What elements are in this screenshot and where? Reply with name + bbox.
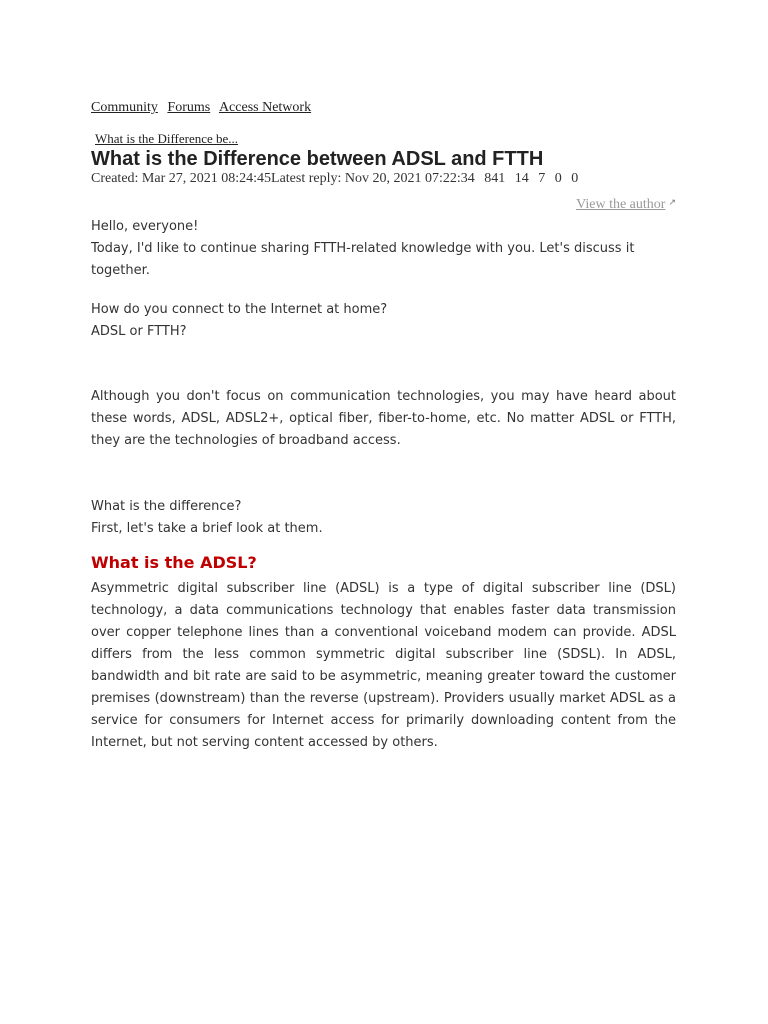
intro-block <box>91 216 676 282</box>
created-date: Created: Mar 27, 2021 08:24:45 <box>91 171 272 186</box>
breadcrumb-access-network-link[interactable]: Access Network <box>218 100 312 115</box>
background-block <box>91 386 676 452</box>
stat-likes: 7 <box>538 171 546 186</box>
paragraph-brief-look: First, let's take a brief look at them. <box>91 521 323 536</box>
paragraph-background: Although you don't focus on communication technologies, you may have heard about these words, ADSL, ADSL2+, optical fiber, fiber-to-home, etc. No matter ADSL or FTTH, they are the technologies of broadband access. <box>91 389 676 448</box>
stat-favorites: 0 <box>554 171 562 186</box>
paragraph-question: How do you connect to the Internet at home? <box>91 302 388 317</box>
breadcrumb-community-link[interactable]: Community <box>91 100 158 115</box>
stat-views: 841 <box>484 171 506 186</box>
post-meta <box>91 171 584 187</box>
paragraph-options: ADSL or FTTH? <box>91 324 187 339</box>
stat-shares: 0 <box>571 171 579 186</box>
view-author <box>576 197 676 213</box>
breadcrumb-current[interactable]: What is the Difference be... <box>95 131 239 146</box>
breadcrumb-forums-link[interactable]: Forums <box>167 100 211 115</box>
paragraph-adsl-definition: Asymmetric digital subscriber line (ADSL) is a type of digital subscriber line (DSL) technology, a data communications technology that enables faster data transmission over copper telephone lines than a conventional voiceband modem can provide. ADSL differs from the less common symmetric digital subscriber line (SDSL). In ADSL, bandwidth and bit rate are said to be asymmetric, meaning greater toward the customer premises (downstream) than the reverse (upstream). Providers usually market ADSL as a service for consumers for Internet access for primarily downloading content from the Internet, but not serving content accessed by others. <box>91 581 676 750</box>
section-heading-adsl: What is the ADSL? <box>91 553 257 572</box>
page-title: What is the Difference between ADSL and FTTH <box>91 148 544 170</box>
latest-reply-date: Latest reply: Nov 20, 2021 07:22:34 <box>271 171 475 186</box>
view-author-link[interactable]: View the author <box>576 197 666 212</box>
difference-block <box>91 496 676 540</box>
paragraph-intro: Today, I'd like to continue sharing FTTH-related knowledge with you. Let's discuss it together. <box>91 241 635 278</box>
paragraph-difference: What is the difference? <box>91 499 242 514</box>
paragraph-greeting: Hello, everyone! <box>91 219 199 234</box>
external-link-icon[interactable]: ↗ <box>668 197 676 207</box>
question-block <box>91 299 676 343</box>
adsl-block <box>91 578 676 754</box>
breadcrumb <box>91 100 317 116</box>
stat-replies: 14 <box>514 171 529 186</box>
